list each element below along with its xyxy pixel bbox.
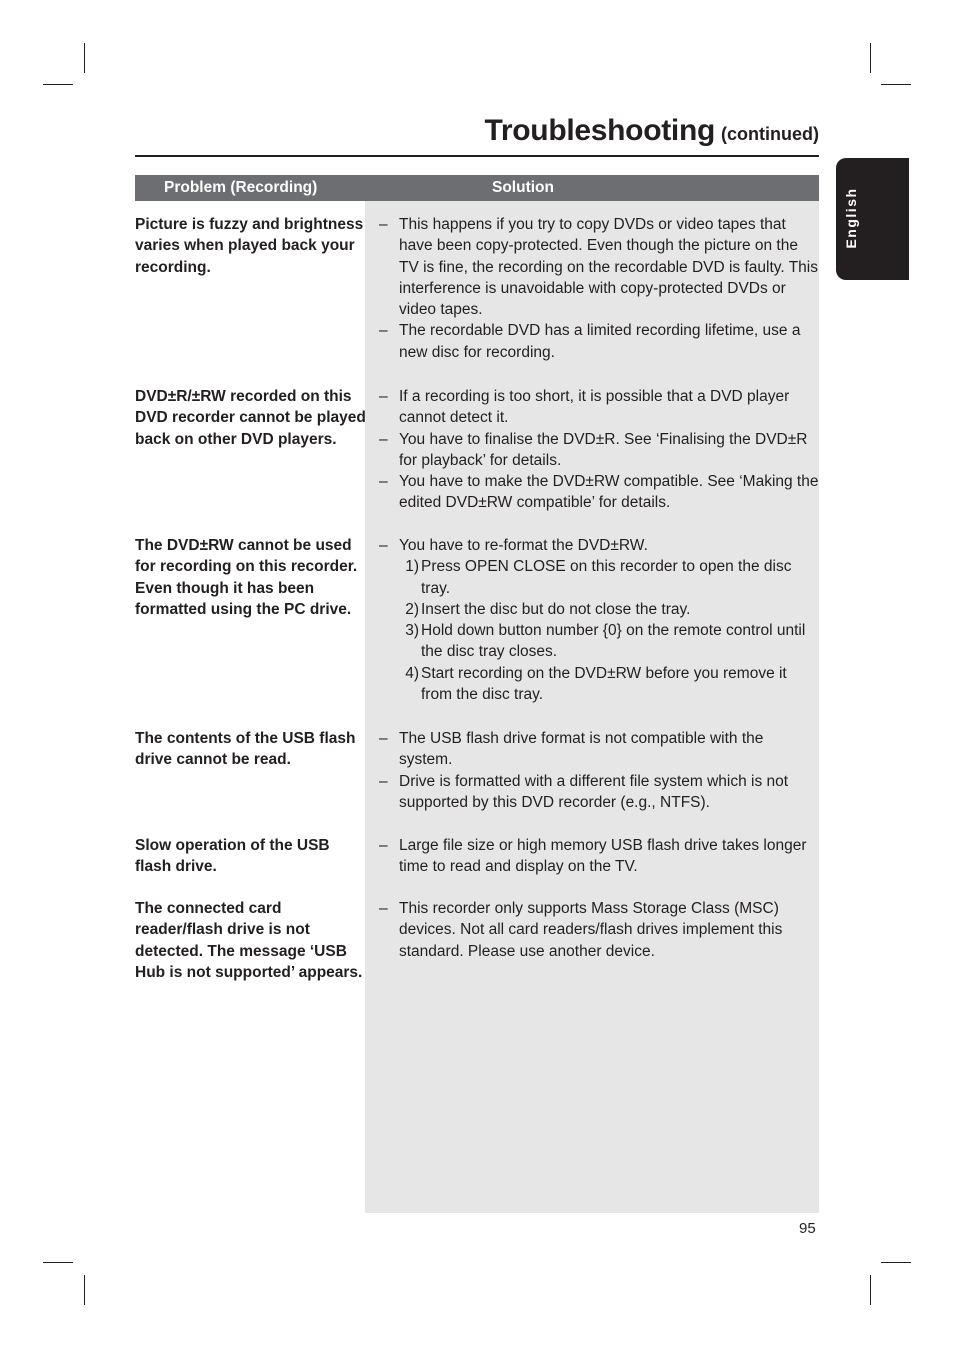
solution-text: You have to finalise the DVD±R. See ‘Finalising the DVD±R for playback’ for details. [399, 430, 808, 469]
solution-text: Drive is formatted with a different file system which is not supported by this DVD recorder (e.g., NTFS). [399, 772, 789, 811]
solution-usb-unreadable [379, 728, 819, 813]
step-text: Press OPEN CLOSE on this recorder to open the disc tray. [421, 558, 792, 597]
solution-text: The USB flash drive format is not compatible with the system. [399, 730, 764, 769]
problem-usb-slow: Slow operation of the USB flash drive. [135, 837, 330, 876]
dash-bullet: – [379, 772, 388, 790]
solution-text: You have to make the DVD±RW compatible. See ‘Making the edited DVD±RW compatible’ for details. [399, 473, 819, 512]
solution-usb-slow [379, 835, 819, 878]
crop-mark [84, 1275, 85, 1305]
solution-item [379, 471, 819, 514]
crop-mark [870, 1275, 871, 1305]
language-tab-label: English [843, 187, 859, 249]
header-problem: Problem (Recording) [164, 179, 318, 196]
problem-fuzzy-picture: Picture is fuzzy and brightness varies when played back your recording. [135, 216, 364, 276]
title-rule [135, 155, 819, 157]
dash-bullet: – [379, 388, 388, 405]
page-title [485, 114, 819, 148]
crop-mark [43, 84, 73, 85]
step-number: 4) [405, 664, 419, 682]
solution-item [379, 835, 819, 878]
step-text: Insert the disc but do not close the tray. [421, 600, 691, 618]
step-number: 2) [405, 600, 419, 618]
solution-dvdrw-recording [379, 535, 819, 705]
solution-item [379, 320, 819, 363]
step-number: 3) [405, 622, 419, 640]
crop-mark [881, 84, 911, 85]
problem-card-reader: The connected card reader/flash drive is not detected. The message ‘USB Hub is not supported’ appears. [135, 900, 363, 981]
solution-text: This recorder only supports Mass Storage Class (MSC) devices. Not all card readers/flash drives implement this standard. Please use another device. [399, 900, 783, 960]
header-solution: Solution [492, 179, 554, 196]
solution-step [379, 620, 819, 663]
solution-text: Large file size or high memory USB flash drive takes longer time to read and display on the TV. [399, 837, 807, 876]
solution-item [379, 535, 819, 556]
solution-item [379, 898, 819, 962]
solution-disc-playback [379, 386, 819, 514]
crop-mark [84, 43, 85, 73]
page-title-suffix: (continued) [721, 124, 819, 144]
dash-bullet: – [379, 900, 388, 917]
dash-bullet: – [379, 322, 388, 340]
solution-fuzzy-picture [379, 214, 819, 363]
solution-item [379, 386, 819, 429]
page-number: 95 [799, 1220, 816, 1237]
solution-item [379, 728, 819, 771]
problem-dvdrw-recording: The DVD±RW cannot be used for recording on this recorder. Even though it has been formatted using the PC drive. [135, 537, 358, 618]
solution-text: You have to re-format the DVD±RW. [399, 537, 648, 554]
solution-step [379, 663, 819, 706]
problem-usb-unreadable: The contents of the USB flash drive cannot be read. [135, 730, 356, 769]
problem-disc-playback: DVD±R/±RW recorded on this DVD recorder cannot be played back on other DVD players. [135, 388, 366, 448]
dash-bullet: – [379, 730, 388, 747]
dash-bullet: – [379, 216, 388, 233]
solution-item [379, 429, 819, 472]
solution-text: If a recording is too short, it is possible that a DVD player cannot detect it. [399, 388, 790, 427]
solution-text: The recordable DVD has a limited recording lifetime, use a new disc for recording. [399, 322, 801, 361]
solution-step [379, 599, 819, 620]
solution-item [379, 214, 819, 320]
solution-item [379, 771, 819, 814]
crop-mark [881, 1262, 911, 1263]
dash-bullet: – [379, 837, 388, 854]
step-text: Hold down button number {0} on the remote control until the disc tray closes. [421, 622, 806, 661]
dash-bullet: – [379, 473, 388, 491]
crop-mark [43, 1262, 73, 1263]
solution-text: This happens if you try to copy DVDs or video tapes that have been copy-protected. Even though the picture on the TV is fine, the recording on the recordable DVD is faulty. This interference is unavoidable with copy-protected DVDs or video tapes. [399, 216, 818, 319]
crop-mark [870, 43, 871, 73]
dash-bullet: – [379, 430, 388, 448]
solution-card-reader [379, 898, 819, 962]
dash-bullet: – [379, 537, 388, 554]
table-header [135, 175, 819, 201]
page-title-text: Troubleshooting [484, 114, 716, 147]
step-number: 1) [405, 558, 419, 576]
solution-step [379, 556, 819, 599]
step-text: Start recording on the DVD±RW before you remove it from the disc tray. [421, 664, 787, 704]
